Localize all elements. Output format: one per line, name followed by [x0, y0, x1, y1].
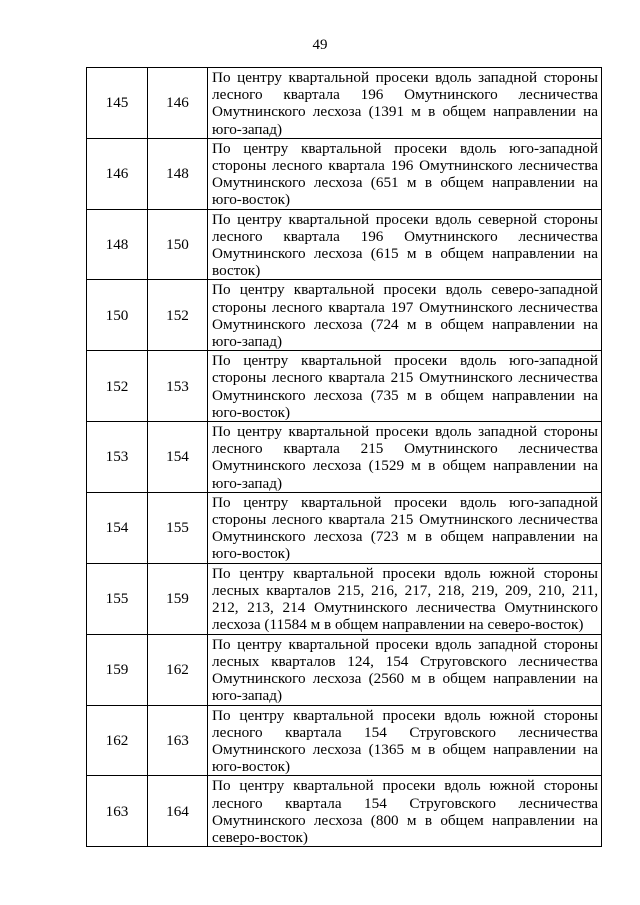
boundary-table	[86, 67, 602, 847]
boundary-description: По центру квартальной просеки вдоль южной стороны лесных кварталов 215, 216, 217, 218, 219, 209, 210, 211, 212, 213, 214 Омутнинского лесничества Омутнинского лесхоза (11584 м в общем направлении на северо-восток)	[208, 563, 602, 634]
boundary-description: По центру квартальной просеки вдоль западной стороны лесного квартала 196 Омутнинского лесничества Омутнинского лесхоза (1391 м в общем направлении на юго-запад)	[208, 68, 602, 139]
point-from: 153	[87, 422, 148, 493]
boundary-description: По центру квартальной просеки вдоль северо-западной стороны лесного квартала 197 Омутнинского лесничества Омутнинского лесхоза (724 м в общем направлении на юго-запад)	[208, 280, 602, 351]
point-to: 146	[148, 68, 208, 139]
point-from: 150	[87, 280, 148, 351]
boundary-description: По центру квартальной просеки вдоль южной стороны лесного квартала 154 Струговского лесничества Омутнинского лесхоза (800 м в общем направлении на северо-восток)	[208, 776, 602, 847]
point-from: 146	[87, 138, 148, 209]
table-row	[87, 422, 602, 493]
point-to: 164	[148, 776, 208, 847]
table-row	[87, 280, 602, 351]
point-to: 162	[148, 634, 208, 705]
point-from: 159	[87, 634, 148, 705]
table-row	[87, 68, 602, 139]
table-row	[87, 776, 602, 847]
point-from: 148	[87, 209, 148, 280]
point-to: 163	[148, 705, 208, 776]
point-to: 152	[148, 280, 208, 351]
boundary-description: По центру квартальной просеки вдоль западной стороны лесного квартала 215 Омутнинского лесничества Омутнинского лесхоза (1529 м в общем направлении на юго-запад)	[208, 422, 602, 493]
table-row	[87, 634, 602, 705]
table-row	[87, 563, 602, 634]
point-to: 150	[148, 209, 208, 280]
point-to: 148	[148, 138, 208, 209]
point-from: 154	[87, 492, 148, 563]
boundary-description: По центру квартальной просеки вдоль юго-западной стороны лесного квартала 215 Омутнинского лесничества Омутнинского лесхоза (735 м в общем направлении на юго-восток)	[208, 351, 602, 422]
point-from: 155	[87, 563, 148, 634]
table-row	[87, 705, 602, 776]
table-row	[87, 209, 602, 280]
point-from: 163	[87, 776, 148, 847]
point-from: 152	[87, 351, 148, 422]
point-to: 154	[148, 422, 208, 493]
table-row	[87, 351, 602, 422]
boundary-description: По центру квартальной просеки вдоль юго-западной стороны лесного квартала 196 Омутнинского лесничества Омутнинского лесхоза (651 м в общем направлении на юго-восток)	[208, 138, 602, 209]
boundary-description: По центру квартальной просеки вдоль западной стороны лесных кварталов 124, 154 Струговского лесничества Омутнинского лесхоза (2560 м в общем направлении на юго-запад)	[208, 634, 602, 705]
table-row	[87, 492, 602, 563]
point-to: 159	[148, 563, 208, 634]
boundary-description: По центру квартальной просеки вдоль юго-западной стороны лесного квартала 215 Омутнинского лесничества Омутнинского лесхоза (723 м в общем направлении на юго-восток)	[208, 492, 602, 563]
point-from: 162	[87, 705, 148, 776]
boundary-description: По центру квартальной просеки вдоль северной стороны лесного квартала 196 Омутнинского лесничества Омутнинского лесхоза (615 м в общем направлении на восток)	[208, 209, 602, 280]
point-to: 155	[148, 492, 208, 563]
page-number: 49	[312, 37, 328, 53]
point-to: 153	[148, 351, 208, 422]
table-row	[87, 138, 602, 209]
boundary-description: По центру квартальной просеки вдоль южной стороны лесного квартала 154 Струговского лесничества Омутнинского лесхоза (1365 м в общем направлении на юго-восток)	[208, 705, 602, 776]
point-from: 145	[87, 68, 148, 139]
